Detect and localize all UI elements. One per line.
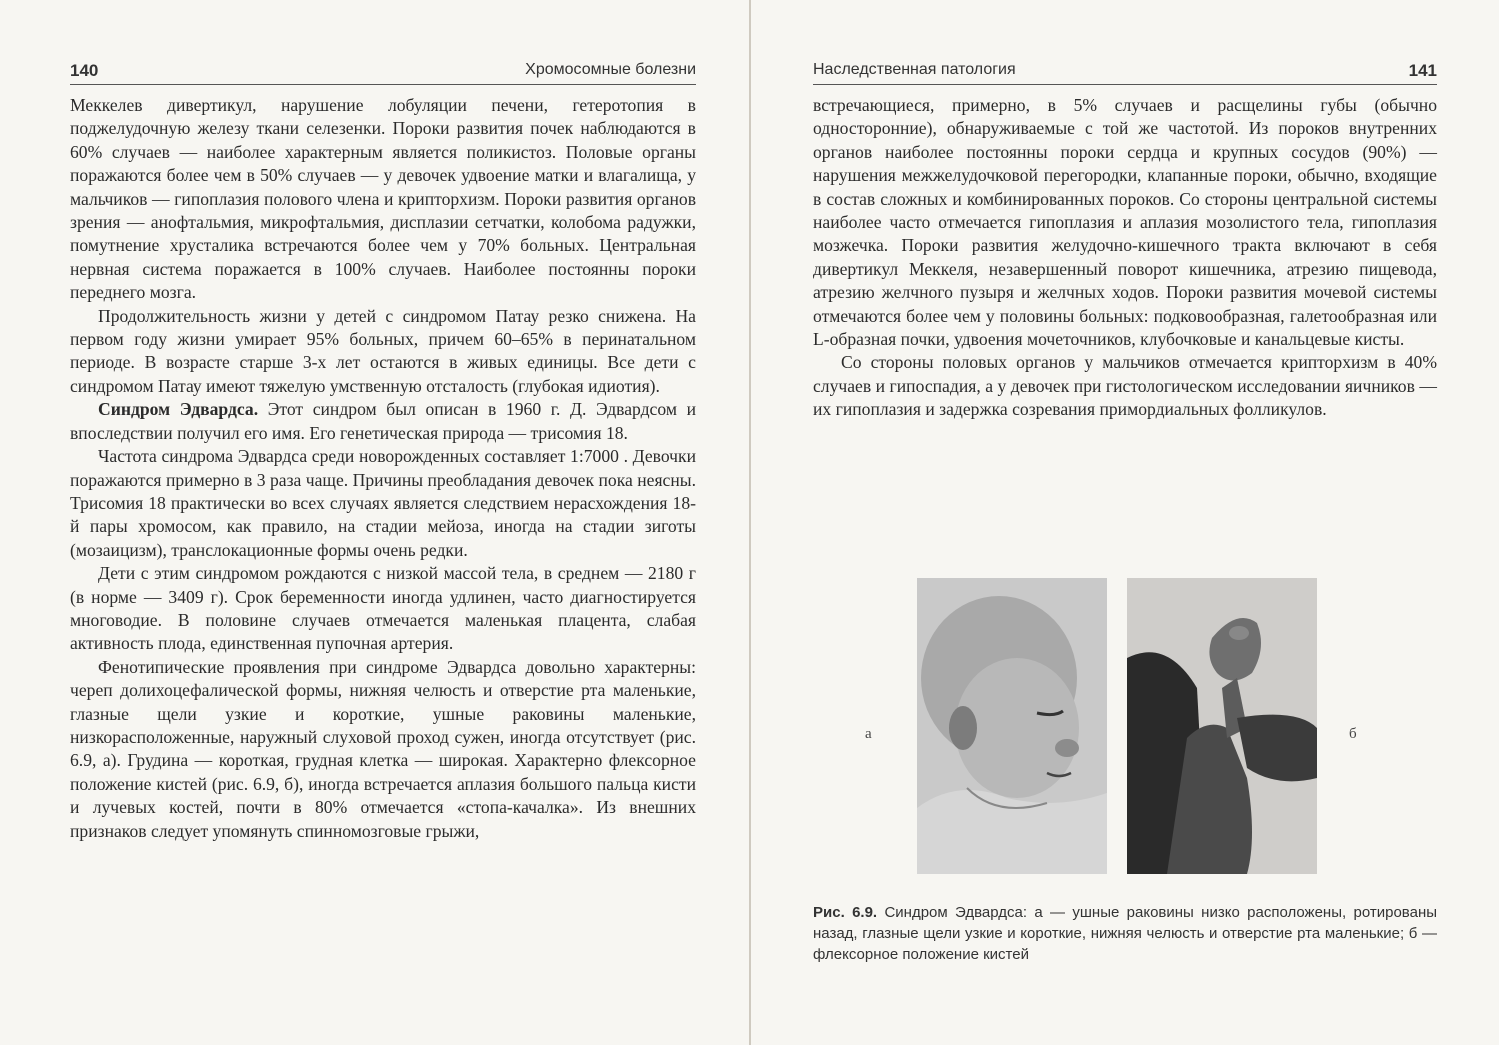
paragraph: встречающиеся, примерно, в 5% случаев и расщелины губы (обычно односторонние), обнаруживаемые с той же частотой. Из пороков внутренних органов наиболее постоянны пороки сердца и крупных сосудов (90%) — нарушения межжелудочковой перегородки, клапанные пороки, обычно, входящие в состав сложных и комбинированных пороков. Со стороны центральной системы наиболее часто отмечается гипоплазия и аплазия мозолистого тела, гипоплазия мозжечка. Пороки развития желудочно-кишечного тракта включают в себя дивертикул Меккеля, незавершенный поворот кишечника, атрезию пищевода, атрезию желчного пузыря и желчных ходов. Пороки развития мочевой системы отмечаются более чем у половины больных: подковообразная, галетообразная или L-образная почки, удвоения мочеточников, клубочковые и канальцевые кисты. bbox=[813, 95, 1437, 350]
caption-text: Синдром Эдвардса: а — ушные раковины низко расположены, ротированы назад, глазные щели узкие и короткие, нижняя челюсть и отверстие рта маленькие; б — флексорное положение кистей bbox=[813, 904, 1438, 963]
running-title: Наследственная патология bbox=[813, 61, 1016, 78]
caption-ref: Рис. 6.9. bbox=[813, 904, 878, 921]
paragraph: Со стороны половых органов у мальчиков отмечается крипторхизм в 40% случаев и гипоспадия, а у девочек при гистологическом исследовании яичников — их гипоплазия и задержка созревания примордиальных фолликулов. bbox=[813, 352, 1437, 420]
running-head-right bbox=[813, 60, 1437, 85]
section-heading: Синдром Эдвардса. bbox=[98, 399, 259, 420]
figure-caption bbox=[813, 902, 1437, 965]
paragraph: Дети с этим синдромом рождаются с низкой массой тела, в среднем — 2180 г (в норме — 3409 г). Срок беременности иногда удлинен, часто диагностируется многоводие. В половине случаев отмечается маленькая плацента, слабая активность плода, единственная пупочная артерия. bbox=[70, 563, 696, 654]
flexed-hand-photo bbox=[1127, 578, 1317, 874]
page-number: 140 bbox=[70, 61, 99, 80]
infant-face-photo bbox=[917, 578, 1107, 874]
figure-6-9 bbox=[751, 578, 1499, 878]
page-number: 141 bbox=[1408, 61, 1437, 80]
paragraph: Меккелев дивертикул, нарушение лобуляции печени, гетеротопия в поджелудочную железу ткани селезенки. Пороки развития почек наблюдаются в 60% случаев — наиболее характерным является поликистоз. Половые органы поражаются более чем в 50% случаев — у девочек удвоение матки и влагалища, у мальчиков — гипоплазия полового члена и крипторхизм. Пороки развития органов зрения — анофтальмия, микрофтальмия, дисплазии сетчатки, колобома радужки, помутнение хрусталика встречаются более чем у 70% больных. Центральная нервная система поражается в 100% случаев. Наиболее постоянны пороки переднего мозга. bbox=[70, 95, 696, 303]
figure-label-a: а bbox=[865, 726, 872, 742]
running-title: Хромосомные болезни bbox=[525, 61, 696, 78]
left-page-text bbox=[70, 94, 696, 843]
paragraph: Фенотипические проявления при синдроме Эдвардса довольно характерны: череп долихоцефалической формы, нижняя челюсть и отверстие рта маленькие, глазные щели узкие и короткие, ушные раковины маленькие, низкорасположенные, наружный слуховой проход сужен, иногда отсутствует (рис. 6.9, а). Грудина — короткая, грудная клетка — широкая. Характерно флексорное положение кистей (рис. 6.9, б), иногда встречается аплазия большого пальца кисти и лучевых костей, почти в 80% отмечается «стопа-качалка». Из внешних признаков следует упомянуть спинномозговые грыжи, bbox=[70, 656, 696, 841]
right-page-text bbox=[813, 94, 1437, 422]
figure-label-b: б bbox=[1349, 726, 1357, 742]
left-page bbox=[0, 0, 749, 1045]
right-page bbox=[751, 0, 1499, 1045]
paragraph bbox=[70, 398, 696, 445]
paragraph-text: Этот синдром был описан в 1960 г. Д. Эдвардсом и впоследствии получил его имя. Его генетическая природа — трисомия 18. bbox=[70, 399, 697, 443]
paragraph: Продолжительность жизни у детей с синдромом Патау резко снижена. На первом году жизни умирает 95% больных, причем 60–65% в перинатальном периоде. В возрасте старше 3-х лет остаются в живых единицы. Все дети с синдромом Патау имеют тяжелую умственную отсталость (глубокая идиотия). bbox=[70, 305, 696, 396]
paragraph: Частота синдрома Эдвардса среди новорожденных составляет 1:7000 . Девочки поражаются примерно в 3 раза чаще. Причины преобладания девочек пока неясны. Трисомия 18 практически во всех случаях является следствием нерасхождения 18-й пары хромосом, как правило, на стадии мейоза, иногда на стадии зиготы (мозаицизм), транслокационные формы очень редки. bbox=[70, 446, 696, 560]
running-head-left bbox=[70, 60, 696, 85]
